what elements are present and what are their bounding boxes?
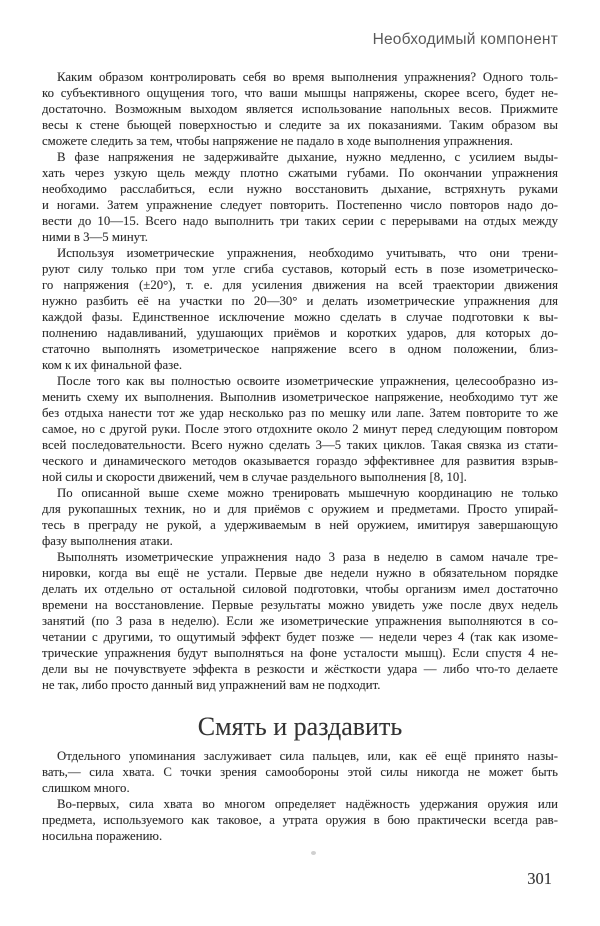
text-line: го напряжения (±20°), т. е. для усиления движения на всей траектории движения [42,278,558,292]
text-line: полнению надавливаний, удушающих приёмов и коротких ударов, для которых до- [42,326,558,340]
text-line: самое, но с другой руки. После этого отдохните около 2 минут перед следующим повтором [42,422,558,436]
text-line: всей последовательности. Всего нужно сделать 3—5 таких циклов. Такая связка из стати- [42,438,558,452]
text-line: не так, либо просто данный вид упражнений вам не подходит. [42,678,381,692]
text-line: предмета, используемого как таковое, а утрата оружия в бою практически всегда рав- [42,813,558,827]
text-line: делать их отдельно от остальной силовой подготовки, чтобы организм имел достаточно [42,582,558,596]
paragraph [42,69,558,149]
text-line: ческого и динамического методов оказывается гораздо эффективнее для развития взрыв- [42,454,558,468]
paragraph [42,373,558,485]
text-line: носильна поражению. [42,829,163,843]
text-line: После того как вы полностью освоите изометрические упражнения, целесообразно из- [57,374,558,388]
text-line: Отдельного упоминания заслуживает сила пальцев, или, как её ещё принято назы- [57,749,558,763]
text-line: нировки, когда вы ещё не устали. Первые две недели нужно в обязательном порядке [42,566,558,580]
text-line: ко субъективного ощущения того, что ваши мышцы напряжены, скорее всего, будет не- [42,86,558,100]
text-line: вать,— сила хвата. С точки зрения самообороны этой силы никогда не может быть [42,765,558,779]
text-line: ними в 3—5 минут. [42,230,148,244]
text-line: тесь в преграду не рукой, а удерживаемым в ней оружием, имитируя завершающую [42,518,558,532]
text-line: вести до 10—15. Всего надо выполнить три таких серии с перерывами на отдых между [42,214,558,228]
text-line: нужно разбить её на участки по 20—30° и делать изометрические упражнения для [42,294,558,308]
page-number: 301 [527,869,552,888]
text-block-main [42,69,558,693]
text-line: трические упражнения будут выполняться на фоне усталости мышц). Если спустя 4 не- [42,646,558,660]
section-heading: Смять и раздавить [197,712,403,741]
text-line: без отдыха нанести тот же удар несколько раз по мешку или лапе. Затем повторите то же [42,406,558,420]
running-head: Необходимый компонент [372,31,558,48]
text-line: По описанной выше схеме можно тренировать мышечную координацию не только [57,486,558,500]
text-line: фазу выполнения атаки. [42,534,173,548]
text-line: слишком много. [42,781,130,795]
text-line: хать через узкую щель между плотно сжатыми губами. По окончании упражнения [42,166,558,180]
text-line: необходимо расслабиться, если нужно восстановить дыхание, встряхнуть руками [42,182,558,196]
text-line: Во-первых, сила хвата во многом определяет надёжность удержания оружия или [57,797,558,811]
text-line: статочно выполнять изометрическое напряжение всего в одном положении, близ- [42,342,558,356]
scan-artifact-dot [311,851,316,855]
text-line: В фазе напряжения не задерживайте дыхание, нужно медленно, с усилием выды- [57,150,558,164]
text-line: для рукопашных техник, но и для приёмов с оружием и предметами. Просто упирай- [42,502,558,516]
text-block-section [42,748,558,844]
paragraph [42,748,558,796]
text-line: дели вы не почувствуете эффекта в резкости и жёсткости удара — либо что-то делаете [42,662,558,676]
text-line: Выполнять изометрические упражнения надо 3 раза в неделю в самом начале тре- [57,550,558,564]
text-line: четании с другими, то ощутимый эффект будет позже — недели через 4 (так как изоме- [42,630,558,644]
paragraph [42,549,558,693]
text-line: каждой фазы. Единственное исключение можно сделать в случае подготовки к вы- [42,310,558,324]
paragraph [42,245,558,373]
text-line: ком к их финальной фазе. [42,358,183,372]
text-line: менить схему их выполнения. Выполнив изометрическое напряжение, необходимо тут же [42,390,558,404]
text-line: и ногами. Затем упражнение следует повторить. Постепенно число повторов надо до- [42,198,558,212]
text-line: ной силы и скорости движений, чем в случае раздельного выполнения [8, 10]. [42,470,467,484]
text-line: руют силу только при том угле сгиба суставов, который есть в позе изометрическо- [42,262,558,276]
paragraph [42,485,558,549]
text-line: занятий (по 3 раза в неделю). Если же изометрические упражнения выполняются в со- [42,614,558,628]
text-line: Каким образом контролировать себя во время выполнения упражнения? Одного толь- [57,70,558,84]
text-line: весы к стене бьющей поверхностью и следите за их показаниями. Таким образом вы [42,118,558,132]
text-line: Используя изометрические упражнения, необходимо учитывать, что они трени- [57,246,558,260]
text-line: времени на восстановление. Первые результаты можно увидеть уже после двух недель [42,598,558,612]
text-line: достаточно. Возможным выходом является использование напольных весов. Прижмите [42,102,558,116]
paragraph [42,796,558,844]
text-line: сможете следить за тем, чтобы напряжение не падало в ходе выполнения упражнения. [42,134,513,148]
paragraph [42,149,558,245]
